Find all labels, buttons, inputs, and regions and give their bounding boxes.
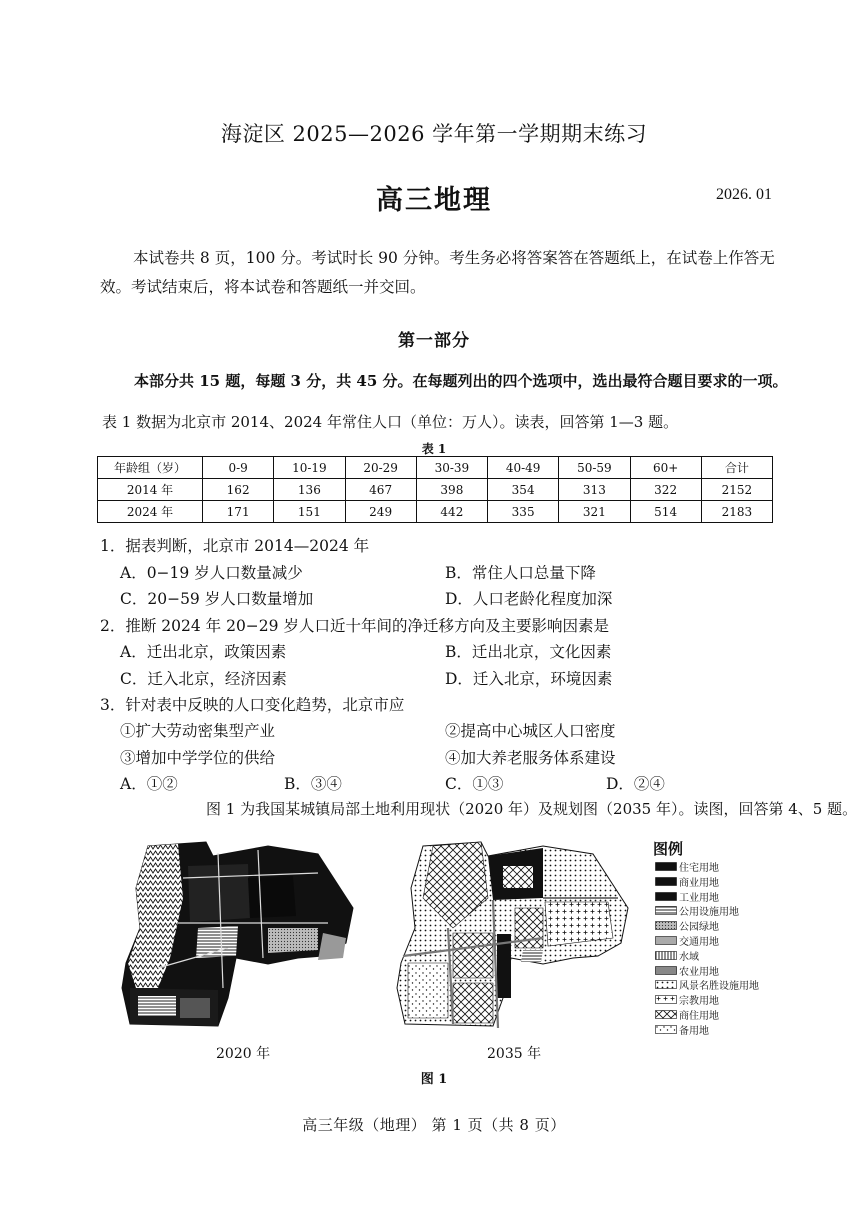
- table-caption: 表 1: [421, 442, 447, 456]
- legend-swatch-icon: [655, 921, 677, 930]
- table-cell: 354: [488, 479, 559, 501]
- table-header-cell: 30-39: [416, 457, 487, 479]
- question-2-option-a: A．迁出北京，政策因素: [120, 643, 287, 661]
- question-1-option-a: A．0−19 岁人口数量减少: [120, 564, 303, 582]
- table-header-cell: 20-29: [345, 457, 416, 479]
- table-cell: 322: [630, 479, 701, 501]
- map-2035-label: 2035 年: [487, 1046, 542, 1062]
- table-row: [98, 501, 773, 523]
- question-3-option-a: A．①②: [120, 775, 178, 793]
- table-intro: 表 1 数据为北京市 2014、2024 年常住人口（单位：万人）。读表，回答第 1—3 题。: [102, 413, 679, 431]
- table-header-cell: 合计: [701, 457, 772, 479]
- figure-caption: 图 1: [420, 1072, 448, 1087]
- map-2020-label: 2020 年: [216, 1046, 271, 1062]
- legend-swatch-icon: [655, 862, 677, 871]
- table-cell: 2152: [701, 479, 772, 501]
- question-3-item-4: ④加大养老服务体系建设: [445, 749, 616, 767]
- legend-swatch-icon: [655, 936, 677, 945]
- table-cell: 514: [630, 501, 701, 523]
- table-header-cell: 40-49: [488, 457, 559, 479]
- table-cell: 398: [416, 479, 487, 501]
- table-cell: 467: [345, 479, 416, 501]
- subject-title: 高三地理: [376, 185, 492, 216]
- legend-swatch-icon: [655, 951, 677, 960]
- question-3-stem: 3．针对表中反映的人口变化趋势，北京市应: [100, 696, 405, 714]
- legend-swatch-icon: [655, 966, 677, 975]
- legend-label: 交通用地: [679, 937, 719, 948]
- legend-swatch-icon: [655, 1025, 677, 1034]
- part-title: 第一部分: [398, 331, 470, 351]
- table-header-cell: 年龄组（岁）: [98, 457, 203, 479]
- question-2-option-d: D．迁入北京，环境因素: [445, 670, 613, 688]
- table-header-cell: 50-59: [559, 457, 630, 479]
- question-3-item-3: ③增加中学学位的供给: [120, 749, 276, 767]
- table-header-row: [98, 457, 773, 479]
- table-cell: 171: [203, 501, 274, 523]
- legend-label: 工业用地: [679, 892, 719, 904]
- exam-instructions: 本试卷共 8 页，100 分。考试时长 90 分钟。考生务必将答案答在答题纸上，在试卷上作答无效。考试结束后，将本试卷和答题纸一并交回。: [100, 249, 775, 296]
- legend-label: 住宅用地: [679, 863, 719, 874]
- question-3-option-c: C．①③: [445, 775, 504, 793]
- legend-label: 风景名胜设施用地: [679, 981, 759, 993]
- question-1-stem: 1．据表判断，北京市 2014—2024 年: [100, 537, 370, 555]
- table-cell: 151: [274, 501, 345, 523]
- legend-swatch-icon: [655, 906, 677, 915]
- legend-swatch-icon: [655, 892, 677, 901]
- page-footer: 高三年级（地理） 第 1 页（共 8 页）: [302, 1116, 566, 1134]
- table-header-cell: 0-9: [203, 457, 274, 479]
- question-3-item-1: ①扩大劳动密集型产业: [120, 722, 276, 740]
- legend-title: 图例: [653, 840, 684, 858]
- question-3-option-b: B．③④: [284, 775, 342, 793]
- legend-label: 水域: [679, 951, 699, 963]
- table-cell: 2014 年: [98, 479, 203, 501]
- table-cell: 321: [559, 501, 630, 523]
- land-use-map-2035: [393, 838, 638, 1038]
- table-row: [98, 479, 773, 501]
- question-1-option-b: B．常住人口总量下降: [445, 564, 596, 582]
- question-3-item-2: ②提高中心城区人口密度: [445, 722, 616, 740]
- part-description: 本部分共 15 题，每题 3 分，共 45 分。在每题列出的四个选项中，选出最符合题目要求的一项。: [134, 372, 788, 390]
- question-2-option-c: C．迁入北京，经济因素: [120, 670, 287, 688]
- table-cell: 442: [416, 501, 487, 523]
- table-header-cell: 60+: [630, 457, 701, 479]
- legend-label: 公用设施用地: [679, 907, 739, 919]
- table-cell: 2183: [701, 501, 772, 523]
- legend-label: 备用地: [679, 1025, 709, 1037]
- legend-swatch-icon: [655, 1010, 677, 1019]
- legend-label: 农业用地: [679, 966, 719, 978]
- table-cell: 2024 年: [98, 501, 203, 523]
- table-cell: 249: [345, 501, 416, 523]
- population-table: [97, 456, 773, 523]
- question-1-option-c: C．20−59 岁人口数量增加: [120, 590, 314, 608]
- table-header-cell: 10-19: [274, 457, 345, 479]
- question-2-option-b: B．迁出北京，文化因素: [445, 643, 612, 661]
- question-2-stem: 2．推断 2024 年 20−29 岁人口近十年间的净迁移方向及主要影响因素是: [100, 617, 609, 635]
- exam-date: 2026. 01: [716, 186, 772, 203]
- legend-label: 宗教用地: [679, 996, 719, 1008]
- legend-label: 商住用地: [679, 1011, 719, 1022]
- legend-swatch-icon: [655, 995, 677, 1004]
- question-1-option-d: D．人口老龄化程度加深: [445, 590, 613, 608]
- exam-title: 海淀区 2025—2026 学年第一学期期末练习: [220, 122, 648, 146]
- legend-swatch-icon: [655, 980, 677, 989]
- table-cell: 335: [488, 501, 559, 523]
- table-cell: 136: [274, 479, 345, 501]
- table-cell: 162: [203, 479, 274, 501]
- legend-swatch-icon: [655, 877, 677, 886]
- legend-label: 公园绿地: [679, 922, 719, 934]
- table-cell: 313: [559, 479, 630, 501]
- figure-intro: 图 1 为我国某城镇局部土地利用现状（2020 年）及规划图（2035 年）。读图，回答第 4、5 题。: [206, 800, 858, 818]
- legend-label: 商业用地: [679, 877, 719, 889]
- question-3-option-d: D．②④: [606, 775, 665, 793]
- land-use-map-2020: [118, 838, 363, 1038]
